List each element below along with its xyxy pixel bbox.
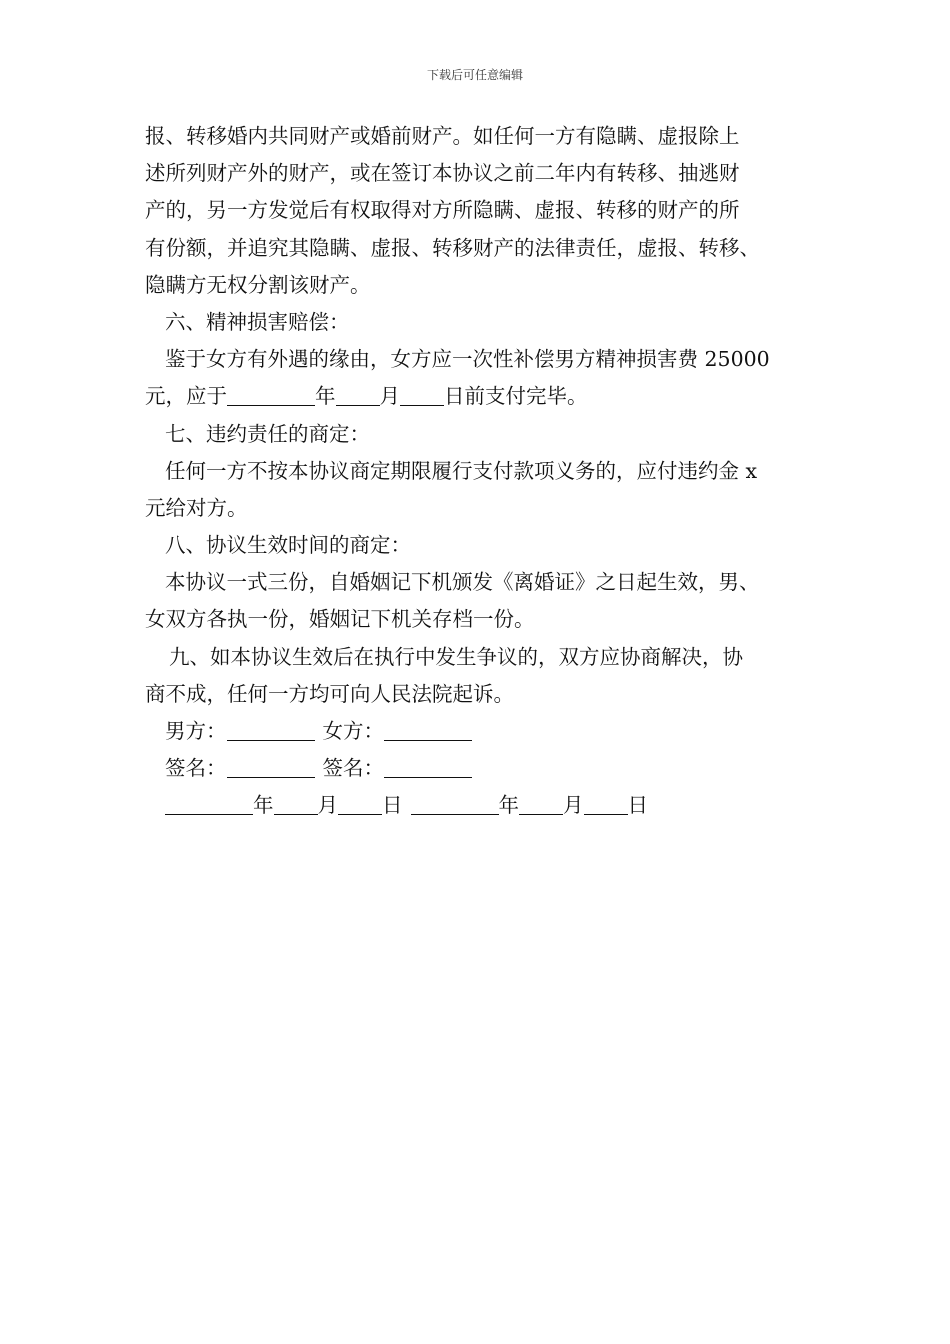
payment-deadline-line [145,378,835,415]
year-label: 年 [253,793,274,818]
text-segment: 日前支付完毕。 [444,384,588,409]
month-blank [274,794,318,816]
day-blank [400,385,444,407]
day-blank [338,794,382,816]
section-7-heading: 七、违约责任的商定： [165,421,370,446]
body-line: 女双方各执一份，婚姻记下机关存档一份。 [145,607,535,632]
year-label: 年 [315,384,336,409]
document-body [145,118,835,825]
body-line: 本协议一式三份，自婚姻记下机颁发《离婚证》之日起生效，男、 [165,570,760,595]
section-9-line: 九、如本协议生效后在执行中发生争议的，双方应协商解决，协 [169,644,743,669]
section-6-heading: 六、精神损害赔偿： [165,309,350,334]
body-line: 鉴于女方有外遇的缘由，女方应一次性补偿男方精神损害费 25000 [165,347,770,372]
body-line: 商不成，任何一方均可向人民法院起诉。 [145,681,514,706]
year-label: 年 [498,793,519,818]
male-sign-blank [227,757,315,779]
signature-dates-line [145,787,835,824]
body-line: 报、转移婚内共同财产或婚前财产。如任何一方有隐瞒、虚报除上 [145,124,740,148]
body-line: 述所列财产外的财产，或在签订本协议之前二年内有转移、抽逃财 [145,161,740,186]
page-header: 下载后可任意编辑 [426,68,523,82]
year-blank [411,794,499,816]
section-8-heading: 八、协议生效时间的商定： [165,533,411,558]
party-names-line [145,713,835,750]
day-label: 日 [627,793,648,818]
body-line: 产的，另一方发觉后有权取得对方所隐瞒、虚报、转移的财产的所 [145,198,740,223]
female-sign-blank [384,757,472,779]
month-label: 月 [379,384,400,409]
female-label: 女方： [322,719,384,743]
body-line: 有份额，并追究其隐瞒、虚报、转移财产的法律责任，虚报、转移、 [145,235,760,260]
day-blank [584,794,628,816]
month-label: 月 [317,793,338,818]
day-label: 日 [382,793,403,818]
body-line: 任何一方不按本协议商定期限履行支付款项义务的，应付违约金 x [165,458,758,483]
signatures-line [145,750,835,787]
body-line: 元给对方。 [145,495,248,520]
male-label: 男方： [165,719,227,743]
body-line: 隐瞒方无权分割该财产。 [145,272,371,297]
female-sign-label: 签名： [322,756,384,781]
month-blank [519,794,563,816]
text-segment: 元，应于 [145,384,227,409]
month-blank [336,385,380,407]
year-blank [165,794,253,816]
month-label: 月 [563,793,584,818]
female-name-blank [384,720,472,742]
year-blank [227,385,315,407]
male-name-blank [227,720,315,742]
male-sign-label: 签名： [165,756,227,781]
